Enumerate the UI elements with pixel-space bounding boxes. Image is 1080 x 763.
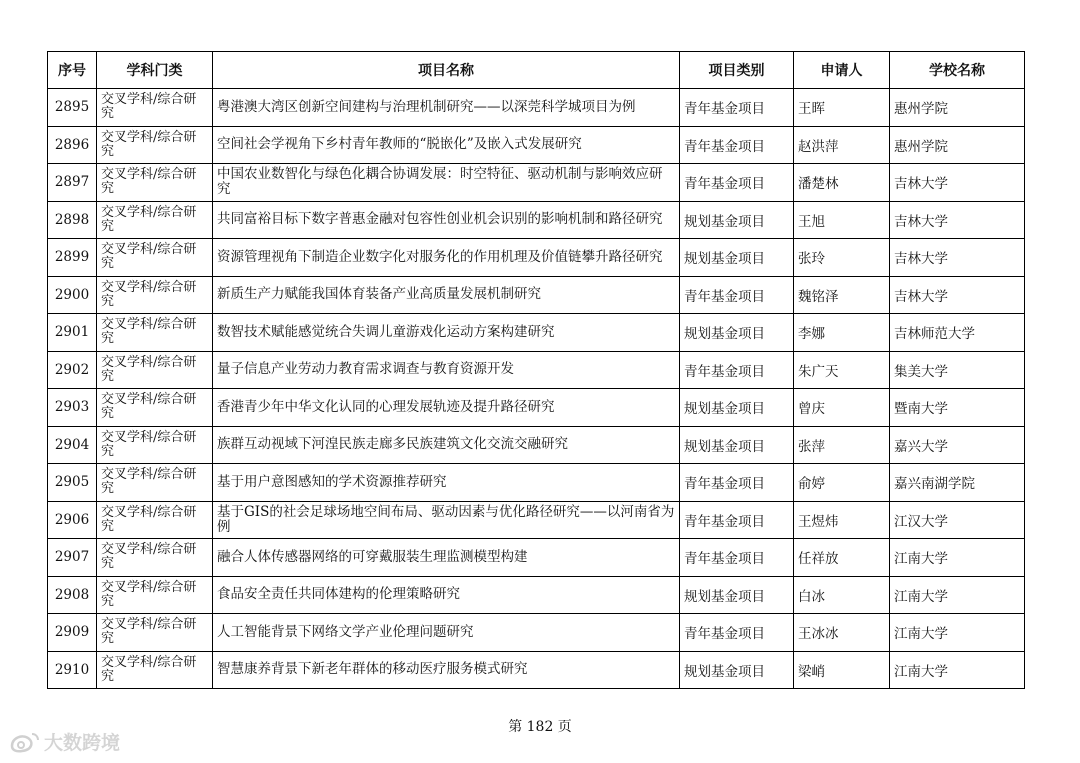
cell-discipline: 交叉学科/综合研究 — [97, 464, 213, 502]
cell-applicant: 俞婷 — [794, 464, 890, 502]
cell-project-title: 新质生产力赋能我国体育装备产业高质量发展机制研究 — [213, 276, 680, 314]
header-discipline: 学科门类 — [97, 52, 213, 89]
cell-school: 江南大学 — [890, 651, 1025, 689]
cell-school: 惠州学院 — [890, 126, 1025, 164]
cell-discipline: 交叉学科/综合研究 — [97, 126, 213, 164]
cell-project-title: 香港青少年中华文化认同的心理发展轨迹及提升路径研究 — [213, 389, 680, 427]
cell-discipline: 交叉学科/综合研究 — [97, 314, 213, 352]
cell-school: 吉林大学 — [890, 276, 1025, 314]
cell-project-type: 规划基金项目 — [680, 651, 794, 689]
cell-project-title: 融合人体传感器网络的可穿戴服装生理监测模型构建 — [213, 539, 680, 577]
cell-applicant: 王煜炜 — [794, 501, 890, 539]
table-row — [48, 164, 1025, 202]
cell-discipline: 交叉学科/综合研究 — [97, 276, 213, 314]
cell-discipline: 交叉学科/综合研究 — [97, 239, 213, 277]
cell-project-title: 资源管理视角下制造企业数字化对服务化的作用机理及价值链攀升路径研究 — [213, 239, 680, 277]
cell-project-title: 数智技术赋能感觉统合失调儿童游戏化运动方案构建研究 — [213, 314, 680, 352]
cell-number: 2905 — [48, 464, 97, 502]
table-row — [48, 89, 1025, 127]
cell-project-type: 青年基金项目 — [680, 126, 794, 164]
table-header-row — [48, 52, 1025, 89]
cell-applicant: 白冰 — [794, 576, 890, 614]
cell-school: 江南大学 — [890, 576, 1025, 614]
cell-discipline: 交叉学科/综合研究 — [97, 389, 213, 427]
cell-school: 吉林大学 — [890, 164, 1025, 202]
cell-number: 2904 — [48, 426, 97, 464]
cell-project-type: 规划基金项目 — [680, 314, 794, 352]
cell-project-type: 青年基金项目 — [680, 351, 794, 389]
cell-applicant: 张萍 — [794, 426, 890, 464]
cell-project-title: 族群互动视域下河湟民族走廊多民族建筑文化交流交融研究 — [213, 426, 680, 464]
cell-discipline: 交叉学科/综合研究 — [97, 614, 213, 652]
cell-number: 2899 — [48, 239, 97, 277]
watermark — [8, 728, 120, 755]
cell-project-title: 量子信息产业劳动力教育需求调查与教育资源开发 — [213, 351, 680, 389]
cell-project-type: 青年基金项目 — [680, 89, 794, 127]
cell-number: 2901 — [48, 314, 97, 352]
cell-project-type: 青年基金项目 — [680, 276, 794, 314]
cell-number: 2900 — [48, 276, 97, 314]
cell-project-type: 规划基金项目 — [680, 426, 794, 464]
table-row — [48, 651, 1025, 689]
cell-project-title: 粤港澳大湾区创新空间建构与治理机制研究——以深莞科学城项目为例 — [213, 89, 680, 127]
cell-applicant: 魏铭泽 — [794, 276, 890, 314]
table-row — [48, 239, 1025, 277]
cell-number: 2909 — [48, 614, 97, 652]
table-row — [48, 426, 1025, 464]
cell-project-title: 智慧康养背景下新老年群体的移动医疗服务模式研究 — [213, 651, 680, 689]
cell-project-type: 规划基金项目 — [680, 201, 794, 239]
cell-applicant: 梁峭 — [794, 651, 890, 689]
cell-project-title: 基于用户意图感知的学术资源推荐研究 — [213, 464, 680, 502]
cell-school: 惠州学院 — [890, 89, 1025, 127]
cell-applicant: 曾庆 — [794, 389, 890, 427]
header-applicant: 申请人 — [794, 52, 890, 89]
cell-project-type: 规划基金项目 — [680, 389, 794, 427]
cell-discipline: 交叉学科/综合研究 — [97, 651, 213, 689]
cell-number: 2895 — [48, 89, 97, 127]
cell-applicant: 王冰冰 — [794, 614, 890, 652]
cell-number: 2896 — [48, 126, 97, 164]
cell-project-title: 食品安全责任共同体建构的伦理策略研究 — [213, 576, 680, 614]
cell-number: 2897 — [48, 164, 97, 202]
cell-applicant: 李娜 — [794, 314, 890, 352]
cell-number: 2906 — [48, 501, 97, 539]
cell-school: 江汉大学 — [890, 501, 1025, 539]
cell-discipline: 交叉学科/综合研究 — [97, 539, 213, 577]
cell-applicant: 潘楚林 — [794, 164, 890, 202]
cell-school: 嘉兴南湖学院 — [890, 464, 1025, 502]
table-row — [48, 501, 1025, 539]
header-number: 序号 — [48, 52, 97, 89]
cell-discipline: 交叉学科/综合研究 — [97, 201, 213, 239]
cell-project-title: 共同富裕目标下数字普惠金融对包容性创业机会识别的影响机制和路径研究 — [213, 201, 680, 239]
cell-school: 嘉兴大学 — [890, 426, 1025, 464]
cell-project-type: 青年基金项目 — [680, 539, 794, 577]
page-number: 第 182 页 — [508, 719, 572, 735]
cell-number: 2902 — [48, 351, 97, 389]
header-school: 学校名称 — [890, 52, 1025, 89]
cell-applicant: 朱广天 — [794, 351, 890, 389]
cell-school: 江南大学 — [890, 614, 1025, 652]
cell-number: 2898 — [48, 201, 97, 239]
cell-project-type: 青年基金项目 — [680, 501, 794, 539]
cell-applicant: 王晖 — [794, 89, 890, 127]
cell-school: 江南大学 — [890, 539, 1025, 577]
table-row — [48, 539, 1025, 577]
cell-project-title: 空间社会学视角下乡村青年教师的“脱嵌化”及嵌入式发展研究 — [213, 126, 680, 164]
table-row — [48, 389, 1025, 427]
cell-applicant: 王旭 — [794, 201, 890, 239]
cell-discipline: 交叉学科/综合研究 — [97, 164, 213, 202]
table-row — [48, 314, 1025, 352]
table-row — [48, 576, 1025, 614]
table-row — [48, 276, 1025, 314]
table-row — [48, 464, 1025, 502]
cell-project-type: 规划基金项目 — [680, 576, 794, 614]
table-row — [48, 126, 1025, 164]
cell-discipline: 交叉学科/综合研究 — [97, 501, 213, 539]
cell-project-type: 青年基金项目 — [680, 464, 794, 502]
cell-discipline: 交叉学科/综合研究 — [97, 576, 213, 614]
cell-school: 暨南大学 — [890, 389, 1025, 427]
cell-project-title: 人工智能背景下网络文学产业伦理问题研究 — [213, 614, 680, 652]
cell-project-type: 青年基金项目 — [680, 614, 794, 652]
cell-applicant: 张玲 — [794, 239, 890, 277]
header-project-type: 项目类别 — [680, 52, 794, 89]
cell-number: 2910 — [48, 651, 97, 689]
cell-discipline: 交叉学科/综合研究 — [97, 89, 213, 127]
cell-project-title: 中国农业数智化与绿色化耦合协调发展：时空特征、驱动机制与影响效应研究 — [213, 164, 680, 202]
cell-number: 2908 — [48, 576, 97, 614]
cell-school: 吉林大学 — [890, 239, 1025, 277]
project-table — [47, 51, 1025, 689]
table-row — [48, 201, 1025, 239]
header-project-title: 项目名称 — [213, 52, 680, 89]
weibo-logo-icon — [8, 730, 40, 754]
cell-applicant: 赵洪萍 — [794, 126, 890, 164]
cell-school: 集美大学 — [890, 351, 1025, 389]
cell-discipline: 交叉学科/综合研究 — [97, 351, 213, 389]
cell-applicant: 任祥放 — [794, 539, 890, 577]
cell-number: 2903 — [48, 389, 97, 427]
cell-school: 吉林大学 — [890, 201, 1025, 239]
cell-project-title: 基于GIS的社会足球场地空间布局、驱动因素与优化路径研究——以河南省为例 — [213, 501, 680, 539]
cell-project-type: 规划基金项目 — [680, 239, 794, 277]
table-row — [48, 351, 1025, 389]
cell-number: 2907 — [48, 539, 97, 577]
table-row — [48, 614, 1025, 652]
cell-school: 吉林师范大学 — [890, 314, 1025, 352]
cell-project-type: 青年基金项目 — [680, 164, 794, 202]
watermark-text: 大数跨境 — [44, 732, 121, 754]
cell-discipline: 交叉学科/综合研究 — [97, 426, 213, 464]
